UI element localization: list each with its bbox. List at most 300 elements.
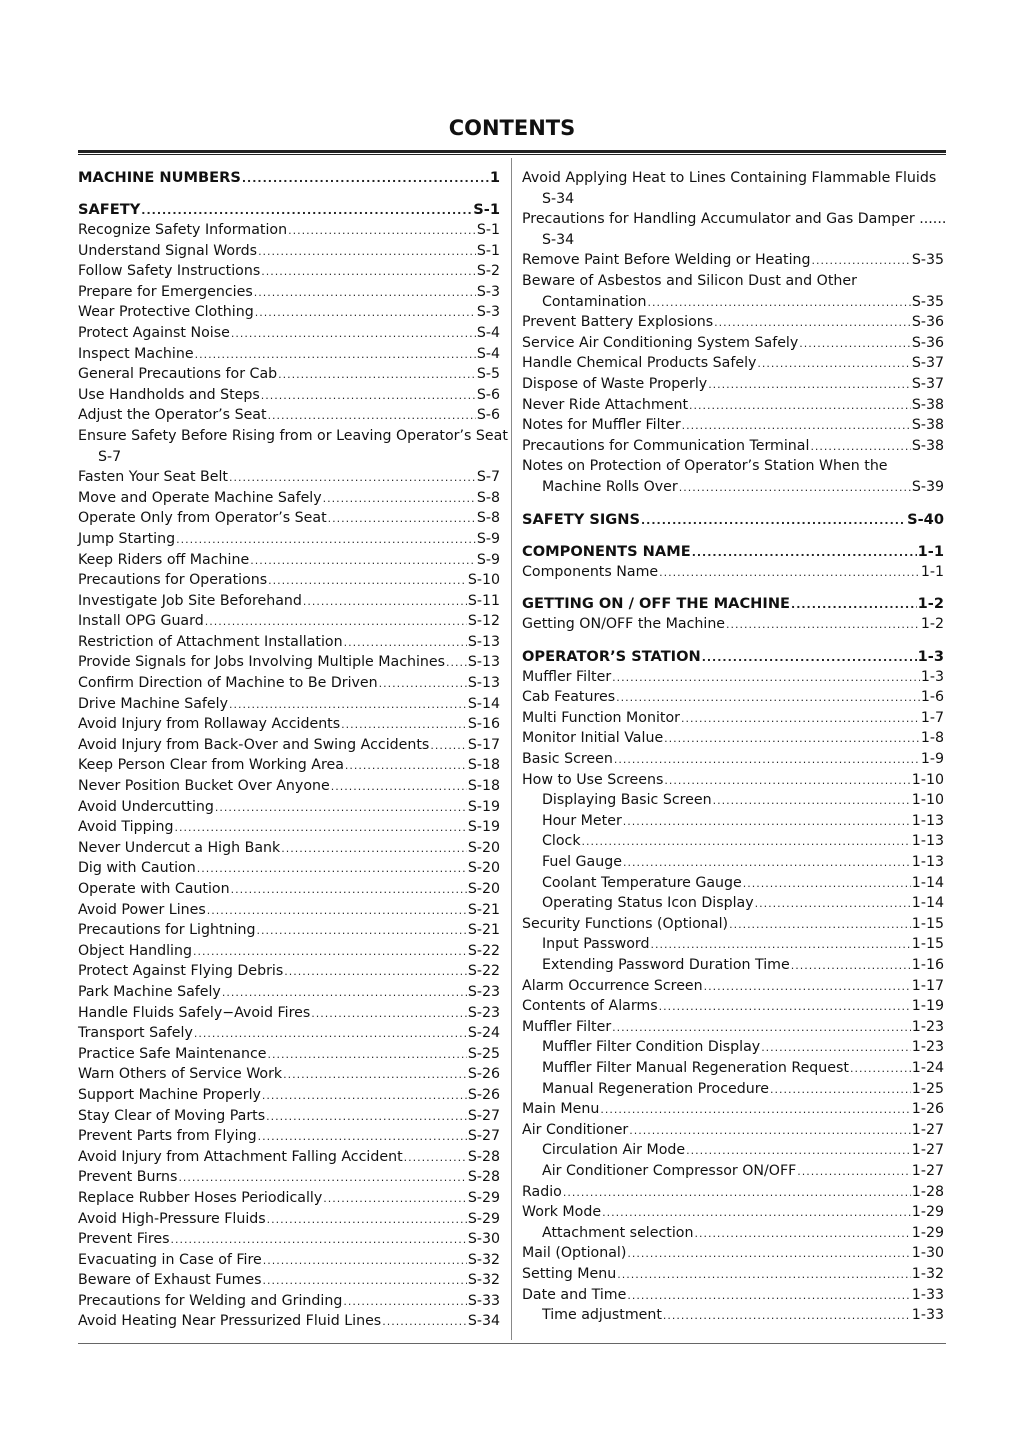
toc-entry[interactable]	[78, 364, 500, 385]
toc-entry[interactable]	[78, 282, 500, 303]
page-number: 1-9	[920, 751, 944, 768]
toc-entry[interactable]	[78, 776, 500, 797]
page-number: S-21	[467, 901, 500, 918]
toc-entry-line	[78, 941, 500, 963]
page-number: S-3	[476, 304, 500, 321]
toc-entry[interactable]	[78, 961, 500, 982]
toc-entry-line	[78, 405, 500, 427]
dot-leader	[328, 509, 476, 530]
toc-entry-title: MACHINE NUMBERS	[78, 169, 241, 186]
dot-leader	[600, 1100, 910, 1121]
toc-entry-line	[522, 852, 944, 874]
toc-entry-line	[78, 1270, 500, 1292]
toc-entry[interactable]	[78, 550, 500, 571]
page-number: S-1	[476, 242, 500, 259]
page-number: S-5	[476, 366, 500, 383]
toc-entry-line	[78, 550, 500, 572]
page-number: 1-33	[911, 1307, 944, 1324]
dot-leader	[623, 853, 911, 874]
toc-entry-title: Clock	[542, 833, 581, 850]
page-number: S-17	[467, 736, 500, 753]
toc-entry-line	[78, 529, 500, 551]
toc-entry-line	[78, 652, 500, 674]
toc-entry-title: Precautions for Lightning	[78, 922, 256, 939]
toc-entry[interactable]	[78, 900, 500, 921]
toc-entry-title: Time adjustment	[542, 1307, 662, 1324]
dot-leader	[263, 1251, 467, 1272]
page-number: S-13	[467, 633, 500, 650]
page-number: S-40	[907, 510, 944, 528]
toc-entry-line	[522, 542, 944, 564]
toc-entry[interactable]	[522, 1099, 944, 1120]
toc-entry-line	[522, 873, 944, 895]
toc-entry-title: How to Use Screens	[522, 771, 664, 788]
toc-entry-line	[522, 374, 944, 396]
dot-leader	[404, 1148, 467, 1169]
toc-entry[interactable]	[522, 996, 944, 1017]
toc-entry-line	[522, 893, 944, 915]
dot-leader	[582, 832, 911, 853]
page-number: 1-29	[911, 1224, 944, 1241]
toc-entry[interactable]	[78, 611, 500, 632]
toc-entry-line	[78, 1209, 500, 1231]
toc-entry-line	[522, 811, 944, 833]
toc-entry[interactable]	[522, 374, 944, 395]
toc-entry[interactable]	[522, 873, 944, 894]
toc-entry-title: Precautions for Welding and Grinding	[78, 1292, 343, 1309]
page-number: 1-7	[920, 709, 944, 726]
toc-entry[interactable]	[522, 1264, 944, 1285]
dot-leader	[170, 1230, 466, 1251]
toc-entry-line	[78, 982, 500, 1004]
dot-leader	[713, 791, 911, 812]
toc-entry-title: Warn Others of Service Work	[78, 1066, 283, 1083]
page-number: S-16	[467, 716, 500, 733]
toc-entry-title: Prevent Burns	[78, 1169, 178, 1186]
dot-leader	[430, 736, 466, 757]
dot-leader	[617, 1265, 911, 1286]
dot-leader	[689, 396, 911, 417]
toc-entry-title: Displaying Basic Screen	[542, 792, 712, 809]
toc-entry-line	[78, 447, 500, 468]
toc-entry-title: Handle Chemical Products Safely	[522, 355, 757, 372]
toc-entry[interactable]	[522, 1037, 944, 1058]
toc-entry[interactable]	[78, 1291, 500, 1312]
page-number: 1-10	[911, 771, 944, 788]
toc-entry-title: Extending Password Duration Time	[542, 957, 790, 973]
dot-leader	[704, 977, 911, 998]
toc-entry[interactable]	[522, 614, 944, 635]
toc-entry-title: Keep Riders off Machine	[78, 551, 250, 568]
toc-entry-line	[522, 955, 944, 977]
toc-entry[interactable]	[78, 1250, 500, 1271]
toc-entry-title: Restriction of Attachment Installation	[78, 633, 343, 650]
toc-entry-title: Inspect Machine	[78, 345, 194, 362]
toc-entry-title: Prevent Battery Explosions	[522, 314, 714, 331]
toc-section-heading[interactable]	[78, 168, 500, 188]
dot-leader	[341, 715, 467, 736]
page-title: CONTENTS	[448, 116, 576, 140]
dot-leader	[229, 695, 467, 716]
toc-entry[interactable]	[78, 694, 500, 715]
toc-entry-line	[522, 436, 944, 458]
toc-entry[interactable]	[78, 302, 500, 323]
toc-entry[interactable]	[522, 955, 944, 976]
toc-entry[interactable]	[522, 415, 944, 436]
toc-entry-line	[78, 488, 500, 510]
toc-entry[interactable]	[522, 1140, 944, 1161]
toc-entry[interactable]	[78, 1106, 500, 1127]
toc-entry[interactable]	[78, 261, 500, 282]
toc-entry-title: Muffler Filter Manual Regeneration Request	[542, 1059, 849, 1076]
toc-entry[interactable]	[522, 1305, 944, 1326]
toc-entry-title: Setting Menu	[522, 1265, 617, 1282]
page-number: S-32	[467, 1272, 500, 1289]
toc-entry-title: Confirm Direction of Machine to Be Driven	[78, 675, 378, 692]
dot-leader	[266, 1107, 467, 1128]
dot-leader	[612, 1018, 911, 1039]
toc-entry[interactable]	[522, 811, 944, 832]
toc-entry[interactable]	[522, 687, 944, 708]
toc-entry-line	[522, 914, 944, 936]
toc-entry[interactable]	[522, 312, 944, 333]
dot-leader	[563, 1183, 911, 1204]
toc-entry[interactable]	[78, 1064, 500, 1085]
toc-entry[interactable]	[78, 467, 500, 488]
toc-entry[interactable]	[522, 914, 944, 935]
page-number: S-1	[476, 222, 500, 238]
toc-entry[interactable]	[78, 1229, 500, 1250]
dot-leader	[303, 592, 467, 613]
toc-entry-title: Wear Protective Clothing	[78, 304, 254, 321]
toc-section-heading[interactable]	[522, 542, 944, 562]
toc-entry[interactable]	[78, 920, 500, 941]
toc-entry-line	[522, 333, 944, 355]
toc-entry[interactable]	[522, 1223, 944, 1244]
column-divider	[511, 158, 512, 1340]
page-number: S-6	[476, 386, 500, 403]
toc-entry[interactable]	[78, 488, 500, 509]
toc-entry[interactable]	[522, 1017, 944, 1038]
dot-leader	[679, 478, 911, 499]
page-number: 1-13	[911, 833, 944, 850]
toc-entry[interactable]	[78, 652, 500, 673]
toc-entry-line	[522, 667, 944, 689]
dot-leader	[197, 859, 467, 880]
page-number: S-13	[467, 675, 500, 692]
page-number: 1-27	[911, 1121, 944, 1138]
toc-entry-title: Input Password	[542, 936, 650, 953]
bottom-rule	[78, 1343, 946, 1344]
toc-entry[interactable]	[78, 858, 500, 879]
toc-section-heading[interactable]	[522, 647, 944, 667]
toc-entry[interactable]	[78, 879, 500, 900]
dot-leader	[261, 262, 476, 283]
toc-entry-line	[78, 323, 500, 345]
page-number: S-35	[911, 252, 944, 269]
toc-entry[interactable]	[522, 852, 944, 873]
toc-entry[interactable]	[78, 632, 500, 653]
toc-entry-line	[78, 1167, 500, 1189]
dot-leader	[694, 1224, 910, 1245]
toc-entry[interactable]	[78, 323, 500, 344]
dot-leader	[207, 901, 467, 922]
toc-entry[interactable]	[78, 220, 500, 241]
toc-entry[interactable]	[522, 1120, 944, 1141]
toc-entry[interactable]	[522, 770, 944, 791]
toc-entry-line	[78, 694, 500, 716]
toc-entry-title: Coolant Temperature Gauge	[542, 874, 742, 891]
toc-entry-title: Prevent Fires	[78, 1231, 170, 1248]
toc-entry[interactable]	[78, 344, 500, 365]
toc-entry-title: Transport Safely	[78, 1025, 193, 1042]
toc-section-heading[interactable]	[522, 594, 944, 614]
dot-leader	[714, 313, 911, 334]
toc-entry-title: Getting ON/OFF the Machine	[522, 616, 726, 633]
toc-entry-line	[522, 614, 944, 636]
toc-entry[interactable]	[522, 353, 944, 374]
toc-entry[interactable]	[78, 1188, 500, 1209]
toc-entry[interactable]	[78, 797, 500, 818]
toc-entry[interactable]	[78, 426, 508, 467]
dot-leader	[708, 375, 911, 396]
toc-entry-title: Alarm Occurrence Screen	[522, 977, 703, 994]
page-number: 1-8	[920, 730, 944, 747]
toc-entry-line	[78, 1044, 500, 1066]
toc-entry-title: Avoid Injury from Attachment Falling Accident	[78, 1148, 403, 1165]
toc-entry[interactable]	[78, 385, 500, 406]
toc-entry[interactable]	[78, 817, 500, 838]
toc-entry-line	[78, 1250, 500, 1272]
dot-leader	[242, 169, 489, 190]
toc-entry[interactable]	[522, 1161, 944, 1182]
toc-entry[interactable]	[78, 714, 500, 735]
toc-entry[interactable]	[522, 1182, 944, 1203]
toc-entry[interactable]	[78, 405, 500, 426]
toc-entry[interactable]	[78, 591, 500, 612]
dot-leader	[614, 750, 920, 771]
toc-entry-title: Radio	[522, 1183, 562, 1200]
toc-entry-title: Never Undercut a High Bank	[78, 839, 281, 856]
toc-entry[interactable]	[78, 755, 500, 776]
dot-leader	[770, 1080, 911, 1101]
toc-entry[interactable]	[78, 508, 500, 529]
dot-leader	[268, 571, 467, 592]
page-number: 1-15	[911, 936, 944, 953]
toc-entry[interactable]	[522, 395, 944, 416]
dot-leader	[267, 1210, 467, 1231]
toc-entry-line	[78, 261, 500, 283]
toc-entry[interactable]	[522, 831, 944, 852]
toc-entry-line	[78, 632, 500, 654]
toc-entry-line	[522, 189, 944, 210]
dot-leader	[255, 303, 476, 324]
toc-entry-title: Use Handholds and Steps	[78, 386, 260, 403]
toc-entry[interactable]	[522, 168, 944, 209]
toc-entry[interactable]	[78, 1126, 500, 1147]
toc-entry-line	[522, 1017, 944, 1039]
dot-leader	[702, 648, 917, 669]
dot-leader	[612, 668, 920, 689]
dot-leader	[791, 956, 911, 977]
page-number: S-13	[467, 654, 500, 671]
toc-entry-line	[78, 1023, 500, 1045]
dot-leader	[229, 468, 476, 489]
toc-entry[interactable]	[522, 893, 944, 914]
page-number: 1-2	[920, 616, 944, 633]
toc-entry[interactable]	[78, 529, 500, 550]
toc-entry-line	[78, 385, 500, 407]
toc-section-heading[interactable]	[522, 510, 944, 530]
dot-leader	[755, 894, 911, 915]
toc-entry[interactable]	[522, 1243, 944, 1264]
toc-entry[interactable]	[78, 241, 500, 262]
toc-entry[interactable]	[522, 934, 944, 955]
dot-leader	[175, 818, 467, 839]
toc-entry-title: Follow Safety Instructions	[78, 263, 261, 280]
toc-entry[interactable]	[522, 209, 947, 250]
toc-entry[interactable]	[78, 1270, 500, 1291]
toc-entry-title: Dispose of Waste Properly	[522, 375, 708, 392]
toc-entry-line	[522, 1037, 944, 1059]
toc-section-heading[interactable]	[78, 200, 500, 220]
dot-leader	[446, 653, 467, 674]
toc-entry[interactable]	[522, 1079, 944, 1100]
toc-entry[interactable]	[78, 1167, 500, 1188]
page-number: S-25	[467, 1045, 500, 1062]
page-number: S-28	[467, 1169, 500, 1186]
page-number: S-37	[911, 375, 944, 392]
toc-entry[interactable]	[522, 562, 944, 583]
toc-entry[interactable]	[522, 728, 944, 749]
toc-entry[interactable]	[522, 667, 944, 688]
toc-entry-line	[522, 976, 944, 998]
toc-entry[interactable]	[78, 1085, 500, 1106]
toc-entry[interactable]	[78, 673, 500, 694]
page-number: S-14	[467, 695, 500, 712]
toc-entry[interactable]	[78, 982, 500, 1003]
toc-entry-line	[78, 1003, 500, 1025]
toc-entry-title: Dig with Caution	[78, 860, 196, 877]
toc-entry-title: Object Handling	[78, 942, 192, 959]
dot-leader	[343, 1292, 466, 1313]
toc-entry-line	[522, 1058, 944, 1080]
dot-leader	[682, 416, 911, 437]
toc-entry[interactable]	[78, 1044, 500, 1065]
toc-entry-title: Muffler Filter	[522, 668, 612, 685]
toc-entry-line	[78, 920, 500, 942]
toc-entry-line	[522, 1182, 944, 1204]
toc-entry[interactable]	[78, 1209, 500, 1230]
dot-leader	[797, 1162, 911, 1183]
toc-entry[interactable]	[522, 1285, 944, 1306]
dot-leader	[268, 406, 476, 427]
toc-entry-line	[522, 749, 944, 771]
toc-entry-line	[522, 312, 944, 334]
dot-leader	[262, 1086, 467, 1107]
toc-entry-title: Main Menu	[522, 1101, 600, 1118]
dot-leader	[311, 1004, 467, 1025]
toc-entry-line	[78, 467, 500, 489]
toc-entry-title: Avoid Injury from Back-Over and Swing Accidents	[78, 736, 430, 753]
toc-entry[interactable]	[522, 1202, 944, 1223]
toc-entry-line	[78, 879, 500, 901]
dot-leader	[664, 771, 910, 792]
toc-entry[interactable]	[522, 708, 944, 729]
toc-entry-line	[522, 594, 944, 616]
toc-entry-line	[522, 510, 944, 532]
page-number: 1-15	[911, 915, 944, 932]
toc-entry-title: Attachment selection	[542, 1224, 694, 1241]
toc-entry-line	[522, 1264, 944, 1286]
toc-entry-line	[522, 1161, 944, 1183]
toc-entry[interactable]	[522, 250, 944, 271]
toc-entry-line	[522, 562, 944, 584]
toc-entry-title: Service Air Conditioning System Safely	[522, 334, 799, 351]
toc-entry-line	[522, 728, 944, 750]
page-number: S-18	[467, 757, 500, 774]
toc-entry[interactable]	[78, 1023, 500, 1044]
page-number: 1-33	[911, 1286, 944, 1303]
page-number: S-29	[467, 1210, 500, 1227]
toc-entry-title: Jump Starting	[78, 530, 176, 547]
toc-entry-title: Replace Rubber Hoses Periodically	[78, 1189, 323, 1206]
toc-entry[interactable]	[522, 271, 944, 312]
toc-entry[interactable]	[78, 570, 500, 591]
toc-entry-title: Manual Regeneration Procedure	[542, 1080, 769, 1097]
dot-leader	[647, 293, 910, 314]
toc-entry[interactable]	[522, 1058, 944, 1079]
toc-entry-line	[78, 570, 500, 592]
toc-entry-line	[78, 508, 500, 530]
page-number: S-26	[467, 1086, 500, 1103]
toc-entry[interactable]	[522, 436, 944, 457]
toc-entry[interactable]	[78, 941, 500, 962]
toc-entry[interactable]	[78, 735, 500, 756]
toc-entry-line	[78, 714, 500, 736]
toc-entry-line	[78, 838, 500, 860]
toc-entry-title: Work Mode	[522, 1204, 602, 1221]
page-number: S-26	[467, 1066, 500, 1083]
toc-entry-title: Understand Signal Words	[78, 242, 258, 259]
dot-leader	[345, 756, 467, 777]
page-number: S-30	[467, 1231, 500, 1248]
dot-leader	[743, 874, 911, 895]
toc-entry[interactable]	[78, 1003, 500, 1024]
toc-entry-line	[78, 344, 500, 366]
page-number: S-6	[476, 407, 500, 424]
toc-entry-title: Stay Clear of Moving Parts	[78, 1107, 266, 1124]
toc-entry-title: Muffler Filter	[522, 1018, 612, 1035]
toc-entry[interactable]	[522, 333, 944, 354]
page-number: 1-14	[911, 874, 944, 891]
page-number: S-29	[467, 1189, 500, 1206]
toc-entry-line	[522, 790, 944, 812]
dot-leader	[641, 511, 906, 532]
page-number: S-20	[467, 839, 500, 856]
toc-entry-line	[78, 673, 500, 695]
toc-entry[interactable]	[522, 456, 944, 497]
toc-entry[interactable]	[522, 976, 944, 997]
toc-entry-line	[522, 1305, 944, 1327]
toc-entry-title-continued: Machine Rolls Over	[542, 478, 678, 495]
toc-entry[interactable]	[78, 1311, 500, 1332]
toc-entry[interactable]	[522, 790, 944, 811]
toc-entry[interactable]	[78, 838, 500, 859]
dot-leader	[263, 1271, 467, 1292]
toc-entry[interactable]	[522, 749, 944, 770]
toc-entry[interactable]	[78, 1147, 500, 1168]
